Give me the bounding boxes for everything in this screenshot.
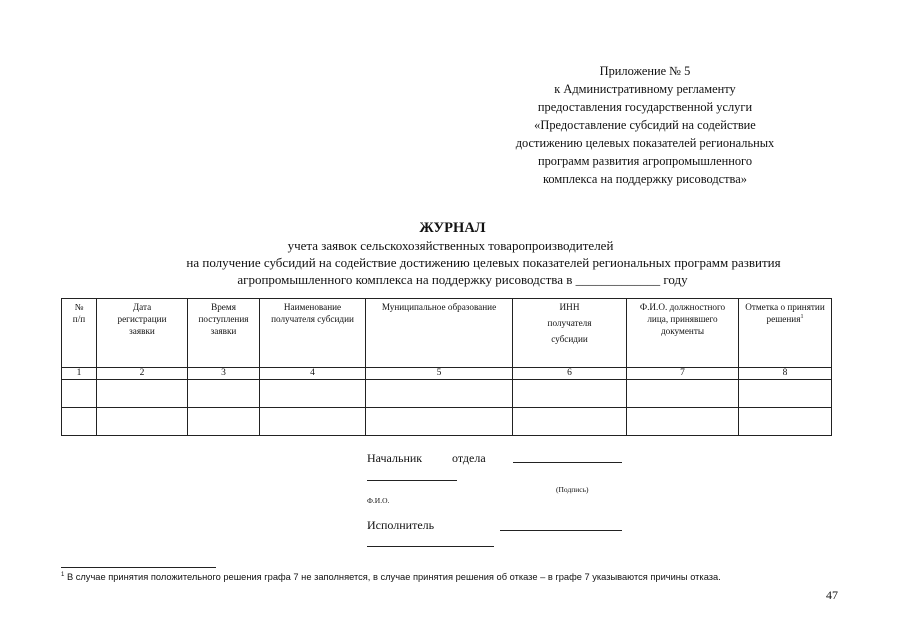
column-number: 1 xyxy=(62,368,97,380)
header-cell xyxy=(627,299,739,368)
journal-subtitle-line: на получение субсидий на содействие достижению целевых показателей региональных программ развития xyxy=(186,255,781,270)
table-row xyxy=(62,408,832,436)
header-line: Время xyxy=(211,302,236,312)
table-cell[interactable] xyxy=(97,408,188,436)
journal-title: ЖУРНАЛ xyxy=(419,220,486,236)
table-cell[interactable] xyxy=(513,380,627,408)
appendix-line: достижению целевых показателей региональных xyxy=(515,136,775,150)
table-cell[interactable] xyxy=(366,380,513,408)
footnote-reference: 1 xyxy=(800,313,804,320)
page-number: 47 xyxy=(826,588,838,602)
header-cell xyxy=(188,299,260,368)
head-label: Начальник xyxy=(367,451,423,465)
header-line xyxy=(739,313,831,325)
appendix-line: программ развития агропромышленного xyxy=(537,154,753,168)
journal-subtitle-line: агропромышленного комплекса на поддержку рисоводства в _____________ году xyxy=(237,272,688,287)
footnote-text: В случае принятия положительного решения графа 7 не заполняется, в случае принятия решения об отказе – в графе 7 указываются причины отказа. xyxy=(66,572,721,582)
header-text: решения xyxy=(766,314,801,324)
column-number: 8 xyxy=(739,368,832,380)
header-line: Отметка о принятии xyxy=(745,302,825,312)
signature-caption: (Подпись) xyxy=(556,485,589,494)
header-line: п/п xyxy=(72,314,86,324)
signature-line[interactable] xyxy=(513,462,622,463)
header-line: регистрации xyxy=(117,314,167,324)
table-cell[interactable] xyxy=(188,380,260,408)
header-line: № xyxy=(74,302,84,312)
footnote xyxy=(61,572,721,582)
appendix-line: комплекса на поддержку рисоводства» xyxy=(543,172,747,186)
name-line[interactable] xyxy=(367,480,457,481)
header-line: Ф.И.О. должностного xyxy=(639,302,726,312)
table-cell[interactable] xyxy=(513,408,627,436)
header-line: документы xyxy=(660,326,705,336)
table-cell[interactable] xyxy=(260,380,366,408)
table-cell[interactable] xyxy=(366,408,513,436)
header-cell xyxy=(513,299,627,368)
column-number: 4 xyxy=(260,368,366,380)
department-label: отдела xyxy=(452,451,486,465)
table-cell[interactable] xyxy=(97,380,188,408)
table-cell[interactable] xyxy=(739,380,832,408)
table-cell[interactable] xyxy=(62,380,97,408)
header-line: заявки xyxy=(210,326,237,336)
executor-label: Исполнитель xyxy=(367,518,435,532)
header-line: Наименование xyxy=(283,302,342,312)
column-number-row xyxy=(62,368,832,380)
header-line: ИНН xyxy=(559,302,580,312)
header-line: Муниципальное образование xyxy=(381,302,497,312)
header-line: получателя xyxy=(547,318,592,328)
appendix-line: к Административному регламенту xyxy=(554,82,736,96)
column-number: 7 xyxy=(627,368,739,380)
header-cell xyxy=(62,299,97,368)
journal-subtitle-line: учета заявок сельскохозяйственных товаропроизводителей xyxy=(287,238,614,253)
table-cell[interactable] xyxy=(260,408,366,436)
column-number: 3 xyxy=(188,368,260,380)
executor-signature-line[interactable] xyxy=(500,530,622,531)
column-number: 5 xyxy=(366,368,513,380)
column-number: 2 xyxy=(97,368,188,380)
table-cell[interactable] xyxy=(188,408,260,436)
column-number: 6 xyxy=(513,368,627,380)
footnote-mark: 1 xyxy=(61,571,65,578)
table-cell[interactable] xyxy=(627,380,739,408)
journal-table xyxy=(61,298,832,436)
header-line: заявки xyxy=(129,326,155,336)
table-header-row xyxy=(62,299,832,368)
appendix-line: предоставления государственной услуги xyxy=(537,100,753,114)
executor-name-line[interactable] xyxy=(367,546,494,547)
header-line: поступления xyxy=(198,314,249,324)
fio-caption: Ф.И.О. xyxy=(367,496,390,505)
header-cell xyxy=(260,299,366,368)
header-cell xyxy=(366,299,513,368)
table-cell[interactable] xyxy=(62,408,97,436)
header-line: субсидии xyxy=(551,334,588,344)
appendix-heading xyxy=(460,62,830,188)
header-line: Дата xyxy=(132,302,152,312)
table-row xyxy=(62,380,832,408)
header-line: получателя субсидии xyxy=(271,314,354,324)
table-cell[interactable] xyxy=(739,408,832,436)
header-cell xyxy=(97,299,188,368)
header-line: лица, принявшего xyxy=(647,314,718,324)
footnote-divider xyxy=(61,567,216,568)
header-cell xyxy=(739,299,832,368)
table-cell[interactable] xyxy=(627,408,739,436)
appendix-line: «Предоставление субсидий на содействие xyxy=(534,118,756,132)
appendix-line: Приложение № 5 xyxy=(599,64,691,78)
